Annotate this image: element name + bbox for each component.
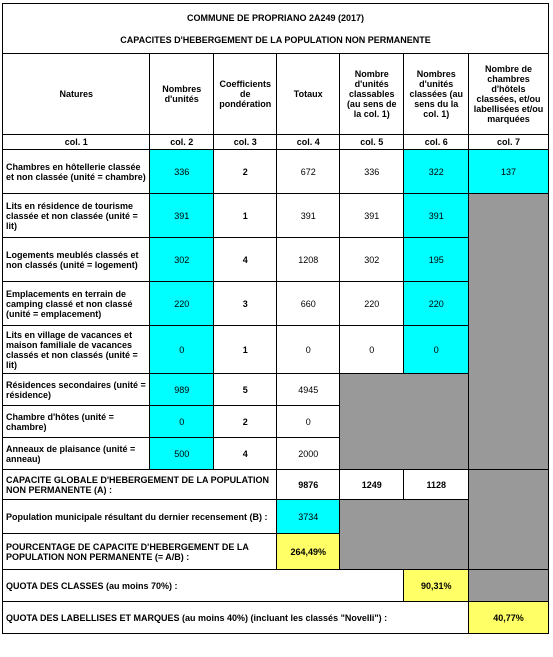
unites-cell: 989: [150, 374, 214, 406]
hotels-cell: 137: [468, 150, 548, 194]
capacite-label: CAPACITE GLOBALE D'HEBERGEMENT DE LA POPULATION NON PERMANENTE (A) :: [3, 470, 277, 500]
col-label: col. 2: [150, 135, 214, 150]
classables-cell: 220: [339, 282, 404, 326]
gray-cell: [468, 194, 548, 470]
col-label: col. 4: [277, 135, 339, 150]
quota-labellises-value: 40,77%: [468, 602, 548, 634]
gray-cell: [468, 570, 548, 602]
coef-cell: 4: [213, 438, 277, 470]
classees-cell: 322: [404, 150, 469, 194]
classables-cell: 0: [339, 326, 404, 374]
col-label: col. 5: [339, 135, 404, 150]
col-label: col. 6: [404, 135, 469, 150]
header-classables: Nombre d'unités classables (au sens de la col. 1): [339, 54, 404, 135]
nature-cell: Emplacements en terrain de camping classé et non classé (unité = emplacement): [3, 282, 150, 326]
col-label: col. 3: [213, 135, 277, 150]
pourcentage-value: 264,49%: [277, 534, 339, 570]
total-cell: 0: [277, 326, 339, 374]
quota-labellises-row: [3, 602, 549, 634]
unites-cell: 220: [150, 282, 214, 326]
coef-cell: 1: [213, 194, 277, 238]
table-row: [3, 238, 549, 282]
nature-cell: Lits en résidence de tourisme classée et non classée (unité = lit): [3, 194, 150, 238]
total-cell: 660: [277, 282, 339, 326]
capacite-total: 9876: [277, 470, 339, 500]
header-natures: Natures: [3, 54, 150, 135]
table-row: [3, 326, 549, 374]
header-coefficients: Coefficients de pondération: [213, 54, 277, 135]
header-chambres-hotels: Nombre de chambres d'hôtels classées, et/ou labellisées et/ou marquées: [468, 54, 548, 135]
nature-cell: Logements meublés classés et non classés (unité = logement): [3, 238, 150, 282]
coef-cell: 1: [213, 326, 277, 374]
title-row: [3, 4, 549, 54]
quota-labellises-label: QUOTA DES LABELLISES ET MARQUES (au moins 40%) (incluant les classés "Novelli") :: [3, 602, 469, 634]
capacity-table: [2, 3, 549, 634]
classables-cell: 336: [339, 150, 404, 194]
table-row: [3, 150, 549, 194]
unites-cell: 500: [150, 438, 214, 470]
capacite-classees: 1128: [404, 470, 469, 500]
quota-classes-label: QUOTA DES CLASSES (au moins 70%) :: [3, 570, 404, 602]
classees-cell: 195: [404, 238, 469, 282]
nature-cell: Lits en village de vacances et maison familiale de vacances classés et non classés (unité = lit): [3, 326, 150, 374]
coef-cell: 2: [213, 406, 277, 438]
title-line-1: COMMUNE DE PROPRIANO 2A249 (2017): [186, 12, 365, 23]
unites-cell: 302: [150, 238, 214, 282]
table-row: [3, 194, 549, 238]
total-cell: 391: [277, 194, 339, 238]
capacite-row: [3, 470, 549, 500]
total-cell: 4945: [277, 374, 339, 406]
quota-classes-row: [3, 570, 549, 602]
coef-cell: 3: [213, 282, 277, 326]
table-row: [3, 374, 549, 406]
header-nombres-unites: Nombres d'unités: [150, 54, 214, 135]
header-classees: Nombres d'unités classées (au sens du la col. 1): [404, 54, 469, 135]
population-row: [3, 500, 549, 534]
nature-cell: Chambres en hôtellerie classée et non classée (unité = chambre): [3, 150, 150, 194]
total-cell: 2000: [277, 438, 339, 470]
gray-cell: [339, 374, 468, 470]
population-value: 3734: [277, 500, 339, 534]
classees-cell: 220: [404, 282, 469, 326]
gray-cell: [339, 500, 468, 570]
unites-cell: 0: [150, 326, 214, 374]
classees-cell: 0: [404, 326, 469, 374]
header-row: [3, 54, 549, 135]
total-cell: 1208: [277, 238, 339, 282]
unites-cell: 391: [150, 194, 214, 238]
col-label-row: [3, 135, 549, 150]
nature-cell: Anneaux de plaisance (unité = anneau): [3, 438, 150, 470]
capacite-classables: 1249: [339, 470, 404, 500]
pourcentage-label: POURCENTAGE DE CAPACITE D'HEBERGEMENT DE LA POPULATION NON PERMANENTE (= A/B) :: [3, 534, 277, 570]
population-label: Population municipale résultant du dernier recensement (B) :: [3, 500, 277, 534]
nature-cell: Résidences secondaires (unité = résidence): [3, 374, 150, 406]
table-row: [3, 282, 549, 326]
coef-cell: 4: [213, 238, 277, 282]
unites-cell: 0: [150, 406, 214, 438]
unites-cell: 336: [150, 150, 214, 194]
title-line-2: CAPACITES D'HEBERGEMENT DE LA POPULATION NON PERMANENTE: [120, 34, 431, 45]
classables-cell: 391: [339, 194, 404, 238]
classees-cell: 391: [404, 194, 469, 238]
gray-cell: [468, 470, 548, 570]
coef-cell: 5: [213, 374, 277, 406]
quota-classes-value: 90,31%: [404, 570, 469, 602]
table-title: [3, 4, 549, 54]
coef-cell: 2: [213, 150, 277, 194]
total-cell: 0: [277, 406, 339, 438]
classables-cell: 302: [339, 238, 404, 282]
nature-cell: Chambre d'hôtes (unité = chambre): [3, 406, 150, 438]
col-label: col. 1: [3, 135, 150, 150]
total-cell: 672: [277, 150, 339, 194]
col-label: col. 7: [468, 135, 548, 150]
header-totaux: Totaux: [277, 54, 339, 135]
